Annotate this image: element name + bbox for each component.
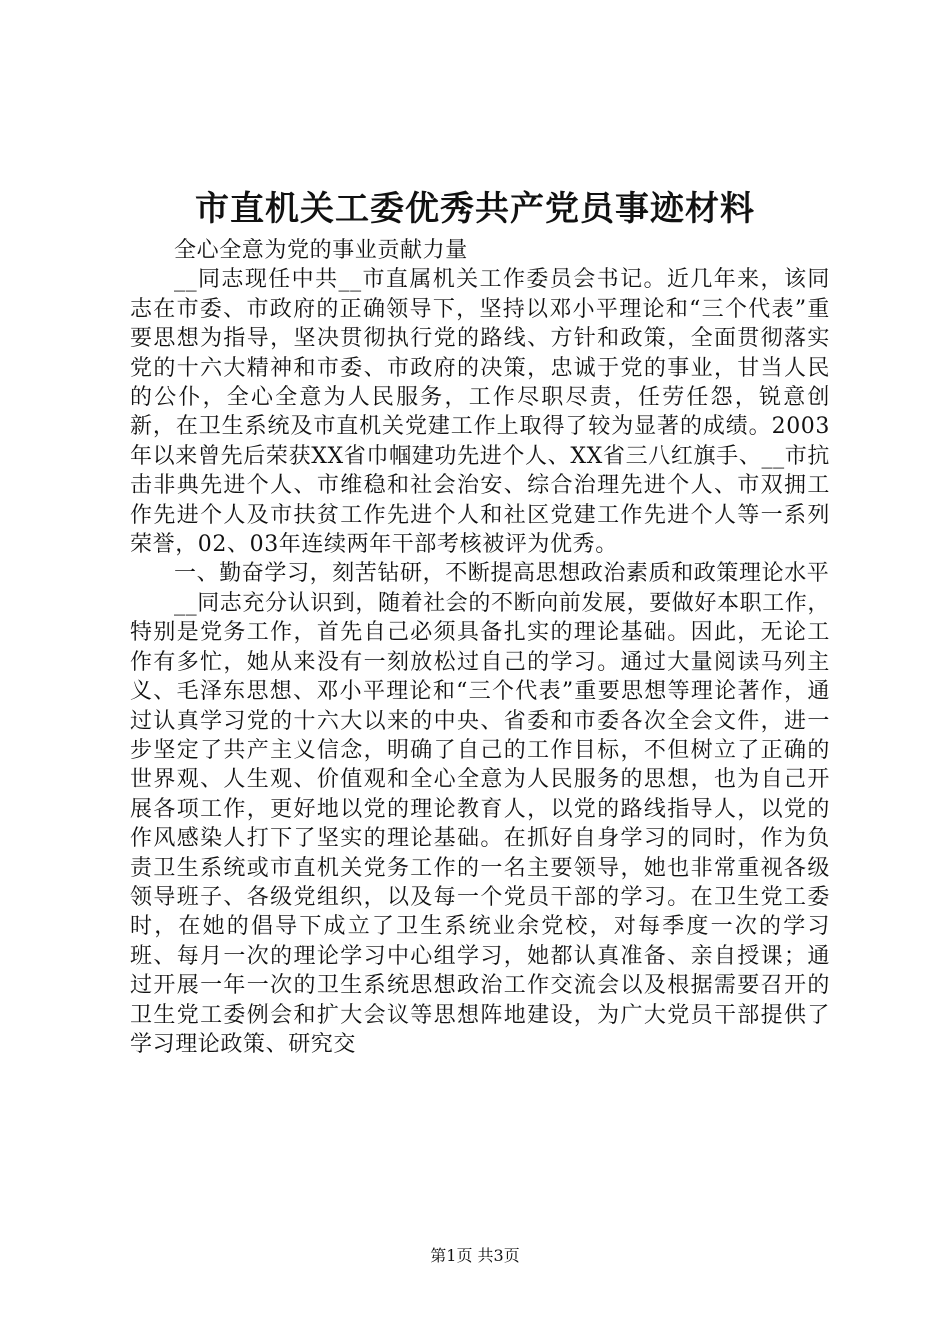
page-number: 第1页 共3页 — [430, 1246, 520, 1265]
document-title: 市直机关工委优秀共产党员事迹材料 — [195, 189, 755, 229]
intro-paragraph: __同志现任中共__市直属机关工作委员会书记。近几年来，该同志在市委、市政府的正确领导下，坚持以邓小平理论和“三个代表”重要思想为指导，坚决贯彻执行党的路线、方针和政策，全面贯彻落实党的十六大精神和市委、市政府的决策，忠诚于党的事业，甘当人民的公仆，全心全意为人民服务，工作尽职尽责，任劳任怨，锐意创新，在卫生系统及市直机关党建工作上取得了较为显著的成绩。2003年以来曾先后荣获XX省巾帼建功先进个人、XX省三八红旗手、__市抗击非典先进个人、市维稳和社会治安、综合治理先进个人、市双拥工作先进个人及市扶贫工作先进个人和社区党建工作先进个人等一系列荣誉，02、03年连续两年干部考核被评为优秀。 — [130, 267, 830, 558]
document-body — [130, 236, 830, 1059]
section-paragraph: __同志充分认识到，随着社会的不断向前发展，要做好本职工作，特别是党务工作，首先自己必须具备扎实的理论基础。因此，无论工作有多忙，她从来没有一刻放松过自己的学习。通过大量阅读马列主义、毛泽东思想、邓小平理论和“三个代表”重要思想等理论著作，通过认真学习党的十六大以来的中央、省委和市委各次全会文件，进一步坚定了共产主义信念，明确了自己的工作目标，不但树立了正确的世界观、人生观、价值观和全心全意为人民服务的思想，也为自己开展各项工作，更好地以党的理论教育人，以党的路线指导人，以党的作风感染人打下了坚实的理论基础。在抓好自身学习的同时，作为负责卫生系统或市直机关党务工作的一名主要领导，她也非常重视各级领导班子、各级党组织，以及每一个党员干部的学习。在卫生党工委时，在她的倡导下成立了卫生系统业余党校，对每季度一次的学习班、每月一次的理论学习中心组学习，她都认真准备、亲自授课；通过开展一年一次的卫生系统思想政治工作交流会以及根据需要召开的卫生党工委例会和扩大会议等思想阵地建设，为广大党员干部提供了学习理论政策、研究交 — [130, 590, 831, 1057]
section-heading: 一、勤奋学习，刻苦钻研，不断提高思想政治素质和政策理论水平 — [174, 561, 830, 587]
subtitle-paragraph: 全心全意为党的事业贡献力量 — [174, 238, 468, 263]
